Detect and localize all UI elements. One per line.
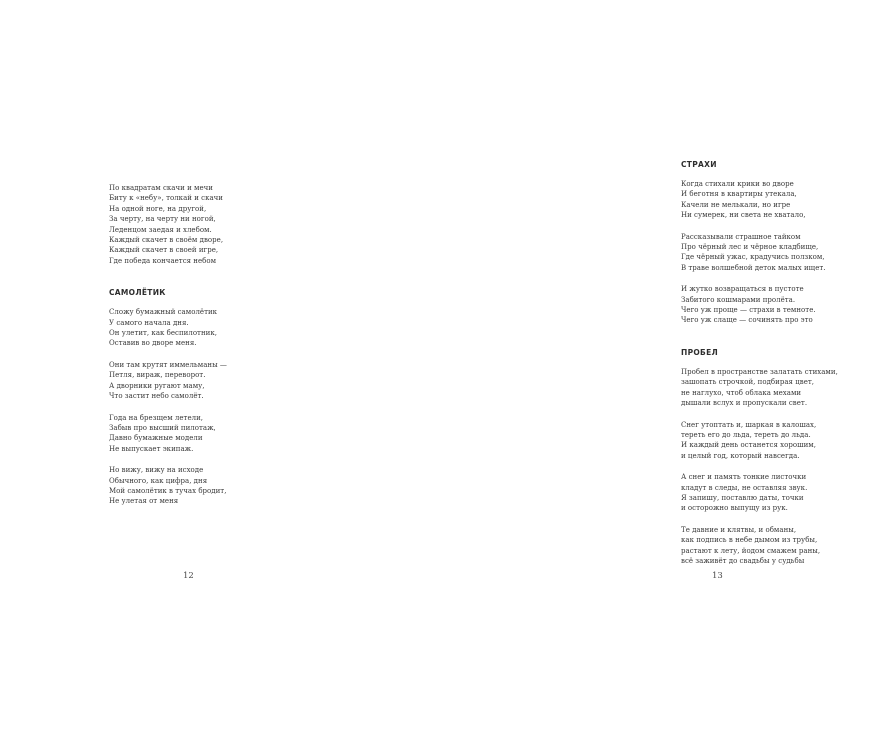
verse-line: Забыв про высший пилотаж, [109,423,216,432]
verse-line: Каждый скачет в своём дворе, [109,236,224,245]
verse-line: Когда стихали крики во дворе [681,180,794,188]
poem-title: СТРАХИ [681,160,717,169]
verse-line: И жутко возвращаться в пустоте [681,285,804,294]
right-page [300,0,838,750]
verse-line: Обычного, как цифра, дня [109,476,208,485]
page-number-left: 12 [183,571,194,581]
verse-line: По квадратам скачи и мечи [109,184,213,192]
verse-line: Я запишу, поставлю даты, точки [681,493,804,502]
verse-line: Года на брезщем летели, [109,413,203,422]
verse-line: Биту к «небу», толкай и скачи [109,194,223,203]
verse-line: Пробел в пространстве залатать стихами, [681,367,838,376]
verse-line: Он улетит, как беспилотник, [109,329,217,338]
verse-line: и целый год, который навсегда. [681,451,800,460]
verse-line: А дворники ругают маму, [109,381,205,390]
verse-line: Они там крутят иммельманы — [109,360,227,369]
verse-line: На одной ноге, на другой, [109,204,207,213]
stanza [109,183,299,266]
verse-line: всё заживёт до свадьбы у судьбы [681,556,805,565]
verse-line: кладут в следы, не оставляя звук. [681,483,808,492]
verse-line: тереть его до льда, тереть до льда. [681,430,811,439]
verse-line: Про чёрный лес и чёрное кладбище, [681,243,819,252]
verse-line: не наглухо, чтоб облака мехами [681,388,802,397]
verse-line: И беготня в квартиры утекала, [681,190,797,199]
verse-line: Не улетая от меня [109,497,179,506]
verse-line: Каждый скачет в своей игре, [109,246,219,255]
right-page-text [681,160,871,588]
verse-line: Мой самолётик в тучах бродит, [109,486,227,495]
verse-line: растают к лету, йодом смажем раны, [681,546,821,555]
verse-line: Чего уж проще — страхи в темноте. [681,306,816,315]
verse-line: Качели не мелькали, но игре [681,200,791,209]
stanza [109,465,299,507]
verse-line: Забитого кошмарами пролёта. [681,295,796,304]
verse-line: Леденцом заедая и хлебом. [109,225,212,234]
poem-strahi [681,160,871,326]
poem-samoletik [109,288,299,507]
stanza [109,307,299,349]
verse-line: Не выпускает экипаж. [109,444,194,453]
verse-line: Где чёрный ужас, крадучись ползком, [681,253,825,262]
verse-line: В траве волшебной деток малых ищет. [681,263,826,272]
left-page-text [109,183,299,529]
page-number-right: 13 [712,571,723,581]
verse-line: Сложу бумажный самолётик [109,308,218,317]
verse-line: и осторожно выпущу из рук. [681,504,788,513]
verse-line: Чего уж слаще — сочинять про это [681,316,813,325]
verse-line: Те давние и клятвы, и обманы, [681,525,797,534]
verse-line: Петля, вираж, переворот. [109,371,206,380]
stanza [109,413,299,455]
stanza [109,360,299,402]
verse-line: Рассказывали страшное тайком [681,232,801,241]
poem-title: САМОЛЁТИК [109,288,166,298]
poem-probel [681,348,871,567]
stanza [681,284,871,326]
stanza [681,179,871,221]
verse-line: Но вижу, вижу на исходе [109,466,204,475]
verse-line: За черту, на черту ни ногой, [109,215,216,224]
verse-line: Ни сумерек, ни света не хватало, [681,211,806,220]
stanza [681,472,871,514]
verse-line: Давно бумажные модели [109,434,203,443]
left-page [0,0,300,750]
stanza [681,420,871,462]
poem-untitled [109,183,299,266]
stanza [681,367,871,409]
verse-line: А снег и память тонкие листочки [681,473,807,482]
verse-line: Что застит небо самолёт. [109,392,204,401]
stanza [681,232,871,274]
verse-line: Оставив во дворе меня. [109,339,197,348]
verse-line: И каждый день останется хорошим, [681,441,817,450]
stanza [681,525,871,567]
verse-line: как подпись в небе дымом из трубы, [681,536,818,545]
verse-line: зашопать строчкой, подбирая цвет, [681,378,814,387]
verse-line: У самого начала дня. [109,318,189,327]
poem-title: ПРОБЕЛ [681,347,719,357]
verse-line: дышали вслух и пропускали свет. [681,399,808,408]
verse-line: Где победа кончается небом [109,256,217,265]
verse-line: Снег утоптать и, шаркая в калошах, [681,420,817,429]
